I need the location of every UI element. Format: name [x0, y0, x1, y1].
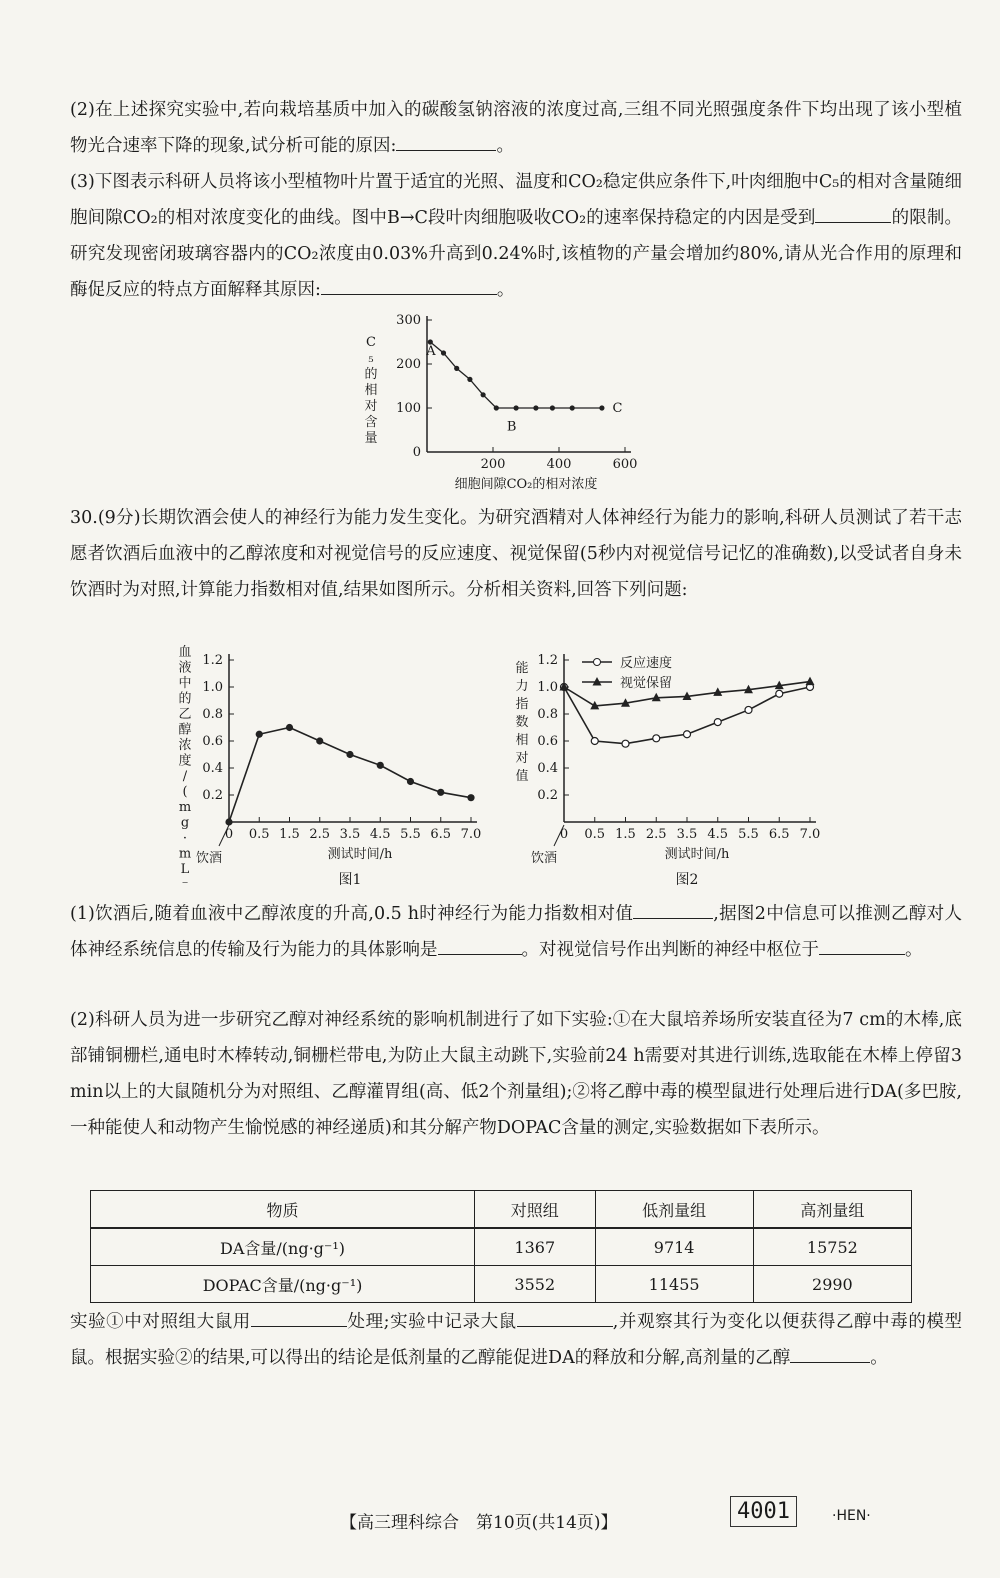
- svg-text:·: ·: [182, 831, 188, 846]
- y-tick-label: 1.0: [537, 680, 558, 695]
- x-tick-label: 6.5: [430, 827, 452, 842]
- figure-title: 图1: [338, 872, 362, 888]
- data-point: [454, 366, 459, 371]
- x-axis-label: 测试时间/h: [664, 847, 730, 862]
- svg-text:对: 对: [364, 399, 378, 414]
- x-tick-label: 3.5: [339, 827, 361, 842]
- y-tick-label: 200: [396, 357, 421, 372]
- y-tick-label: 300: [396, 313, 421, 328]
- svg-text:含: 含: [364, 415, 378, 430]
- x-tick-label: 400: [546, 457, 572, 472]
- data-point: [653, 735, 660, 742]
- data-point: [377, 762, 384, 769]
- svg-text:g: g: [180, 815, 190, 831]
- table-header: 对照组: [475, 1191, 595, 1229]
- question-30: 30.(9分)长期饮酒会使人的神经行为能力发生变化。为研究酒精对人体神经行为能力的影响,科研人员测试了若干志愿者饮酒后血液中的乙醇浓度和对视觉信号的反应速度、视觉保留(5秒内对视觉信号记忆的准确数),以受试者自身未饮酒时为对照,计算能力指数相对值,结果如图所示。分析相关资料,回答下列问题:: [70, 508, 962, 600]
- point-label: B: [506, 419, 517, 435]
- point-label: C: [612, 401, 623, 416]
- y-tick-label: 0.4: [537, 761, 558, 776]
- table-header: 物质: [91, 1191, 475, 1229]
- x-tick-label: 600: [612, 457, 638, 472]
- svg-text:的: 的: [178, 691, 192, 707]
- data-point: [481, 392, 486, 397]
- svg-text:相: 相: [364, 383, 378, 398]
- y-tick-label: 1.0: [202, 680, 223, 695]
- x-tick-label: 0: [224, 827, 234, 842]
- legend-marker: [594, 659, 601, 666]
- data-point: [441, 350, 446, 355]
- data-point: [570, 405, 575, 410]
- data-point: [346, 751, 353, 758]
- figure-2-chart: [500, 640, 840, 890]
- y-tick-label: 1.2: [202, 653, 223, 668]
- svg-text:m: m: [178, 846, 192, 862]
- table-header: 低剂量组: [595, 1191, 753, 1229]
- y-tick-label: 0.2: [202, 788, 223, 803]
- y-tick-label: 0.6: [537, 734, 558, 749]
- answer-blank[interactable]: [438, 953, 522, 955]
- data-table: [90, 1190, 912, 1303]
- question-3: (3)下图表示科研人员将该小型植物叶片置于适宜的光照、温度和CO₂稳定供应条件下,叶肉细胞中C₅的相对含量随细胞间隙CO₂的相对浓度变化的曲线。图中B→C段叶肉细胞吸收CO₂的速率保持稳定的内因是受到 的限制。研究发现密闭玻璃容器内的CO₂浓度由0.03%升高到0.24%时,该植物的产量会增加约80%,请从光合作用的原理和酶促反应的特点方面解释其原因: 。: [70, 172, 963, 300]
- paper-code: 4001: [730, 1496, 797, 1527]
- figure-1-chart: [165, 640, 495, 890]
- answer-blank[interactable]: [251, 1325, 347, 1327]
- svg-text:L: L: [180, 862, 190, 877]
- svg-text:数: 数: [515, 715, 529, 730]
- table-row: DOPAC含量/(ng·g⁻¹) 3552 11455 2990: [91, 1266, 912, 1303]
- svg-text:的: 的: [364, 367, 378, 382]
- x-axis-label: 测试时间/h: [327, 847, 393, 862]
- data-point: [684, 731, 691, 738]
- x-tick-label: 2.5: [645, 827, 667, 842]
- data-point: [776, 690, 783, 697]
- data-point: [745, 706, 752, 713]
- x-tick-label: 0.5: [248, 827, 270, 842]
- y-axis-label: [364, 335, 377, 446]
- question-30-1: (1)饮酒后,随着血液中乙醇浓度的升高,0.5 h时神经行为能力指数相对值 ,据图2中信息可以推测乙醇对人体神经系统信息的传输及行为能力的具体影响是 。对视觉信号作出判断的神经中枢位于 。: [70, 904, 962, 960]
- figure-title: 图2: [675, 872, 699, 888]
- answer-blank[interactable]: [815, 221, 891, 223]
- svg-text:液: 液: [178, 660, 192, 676]
- x-axis-label: 细胞间隙CO₂的相对浓度: [454, 477, 598, 492]
- x-origin-label: 饮酒: [195, 851, 223, 866]
- x-tick-label: 4.5: [707, 827, 729, 842]
- x-tick-label: 6.5: [768, 827, 790, 842]
- data-point: [514, 405, 519, 410]
- x-tick-label: 7.0: [799, 827, 821, 842]
- question-2: (2)在上述探究实验中,若向栽培基质中加入的碳酸氢钠溶液的浓度过高,三组不同光照强度条件下均出现了该小型植物光合速率下降的现象,试分析可能的原因: 。: [70, 100, 962, 156]
- data-point: [225, 818, 232, 825]
- legend-label: 视觉保留: [620, 676, 673, 691]
- data-point: [316, 737, 323, 744]
- svg-text:⁻: ⁻: [181, 877, 189, 890]
- svg-text:(: (: [182, 784, 188, 800]
- data-point: [599, 405, 604, 410]
- y-tick-label: 100: [396, 401, 421, 416]
- table-header: 高剂量组: [753, 1191, 911, 1229]
- x-tick-label: 2.5: [309, 827, 331, 842]
- legend-marker: [593, 677, 602, 686]
- x-tick-label: 0: [559, 827, 569, 842]
- svg-text:浓: 浓: [178, 738, 192, 753]
- series-line: [430, 342, 602, 408]
- svg-text:/: /: [182, 769, 188, 784]
- table-row: DA含量/(ng·g⁻¹) 1367 9714 15752: [91, 1228, 912, 1266]
- x-tick-label: 1.5: [279, 827, 300, 842]
- x-tick-label: 7.0: [460, 827, 482, 842]
- data-point: [256, 731, 263, 738]
- x-tick-label: 1.5: [615, 827, 636, 842]
- point-label: A: [426, 343, 436, 359]
- y-tick-label: 0.4: [202, 761, 223, 776]
- x-tick-label: 200: [480, 457, 506, 472]
- y-tick-label: 0.8: [537, 707, 558, 722]
- y-tick-label: 0.8: [202, 707, 223, 722]
- svg-text:₅: ₅: [368, 351, 374, 366]
- answer-blank[interactable]: [790, 1361, 870, 1363]
- data-point: [286, 724, 293, 731]
- x-tick-label: 5.5: [400, 827, 421, 842]
- svg-text:血: 血: [178, 645, 192, 660]
- data-point: [806, 677, 815, 686]
- answer-blank[interactable]: [517, 1325, 613, 1327]
- x-tick-label: 4.5: [369, 827, 391, 842]
- y-axis-label: [178, 645, 191, 890]
- question-30-2-answer: 实验①中对照组大鼠用 处理;实验中记录大鼠 ,并观察其行为变化以便获得乙醇中毒的模型鼠。根据实验②的结果,可以得出的结论是低剂量的乙醇能促进DA的释放和分解,高剂量的乙醇 。: [70, 1312, 963, 1368]
- page-footer: 【高三理科综合 第10页(共14页)】: [340, 1513, 618, 1533]
- paper-code-suffix: ·HEN·: [832, 1508, 871, 1524]
- svg-text:对: 对: [515, 751, 529, 766]
- answer-blank[interactable]: [321, 293, 497, 295]
- y-tick-label: 0.6: [202, 734, 223, 749]
- data-point: [467, 377, 472, 382]
- svg-text:度: 度: [178, 753, 192, 769]
- svg-text:相: 相: [515, 733, 529, 748]
- svg-text:m: m: [178, 800, 192, 815]
- y-axis-label: [515, 660, 528, 784]
- data-point: [533, 405, 538, 410]
- x-tick-label: 3.5: [676, 827, 698, 842]
- c5-chart: [355, 310, 655, 500]
- answer-blank[interactable]: [396, 149, 496, 151]
- y-tick-label: 0.2: [537, 788, 558, 803]
- svg-text:能: 能: [515, 661, 529, 676]
- x-tick-label: 0.5: [584, 827, 606, 842]
- svg-text:醇: 醇: [178, 722, 192, 738]
- data-point: [550, 405, 555, 410]
- question-30-2: (2)科研人员为进一步研究乙醇对神经系统的影响机制进行了如下实验:①在大鼠培养场所安装直径为7 cm的木棒,底部铺铜栅栏,通电时木棒转动,铜栅栏带电,为防止大鼠主动跳下,实验前24 h需要对其进行训练,选取能在木棒上停留3 min以上的大鼠随机分为对照组、乙醇灌胃组(高、低2个剂量组);②将乙醇中毒的模型鼠进行处理后进行DA(多巴胺,一种能使人和动物产生愉悦感的神经递质)和其分解产物DOPAC含量的测定,实验数据如下表所示。: [70, 1010, 962, 1138]
- legend-label: 反应速度: [620, 656, 673, 671]
- svg-text:中: 中: [178, 676, 192, 691]
- svg-text:力: 力: [515, 679, 529, 694]
- data-point: [467, 794, 474, 801]
- svg-text:量: 量: [364, 431, 378, 446]
- svg-text:乙: 乙: [178, 707, 192, 722]
- x-origin-label: 饮酒: [530, 851, 558, 866]
- svg-text:值: 值: [515, 769, 529, 784]
- data-point: [591, 738, 598, 745]
- data-point: [437, 789, 444, 796]
- svg-text:C: C: [366, 335, 376, 350]
- data-point: [407, 778, 414, 785]
- x-tick-label: 5.5: [738, 827, 759, 842]
- answer-blank[interactable]: [819, 953, 905, 955]
- svg-text:指: 指: [515, 697, 529, 712]
- y-tick-label: 1.2: [537, 653, 558, 668]
- y-tick-label: 0: [412, 445, 421, 460]
- data-point: [622, 740, 629, 747]
- data-point: [494, 405, 499, 410]
- answer-blank[interactable]: [633, 917, 713, 919]
- series-line: [229, 728, 471, 823]
- data-point: [714, 719, 721, 726]
